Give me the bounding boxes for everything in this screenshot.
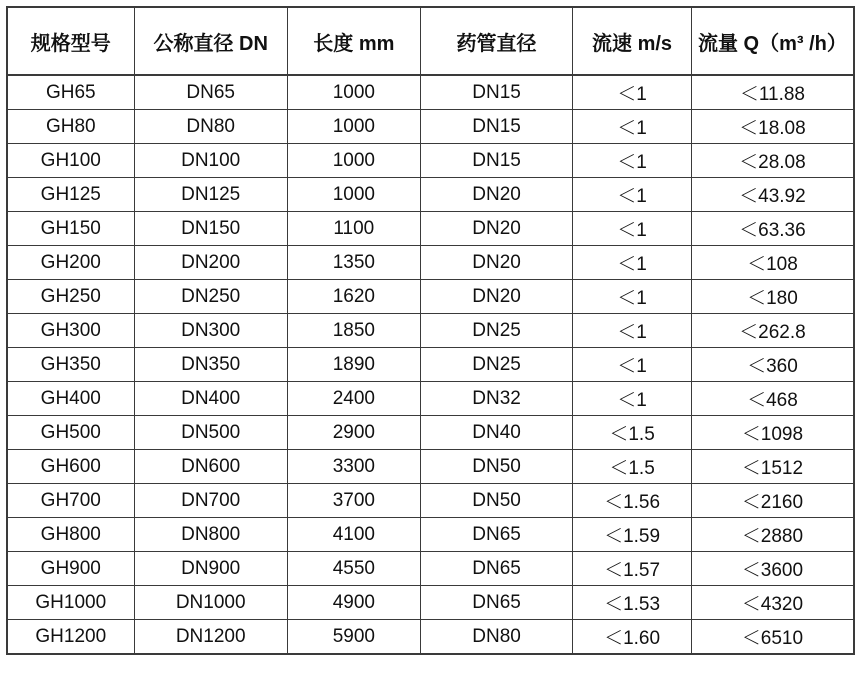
table-cell: ＜262.8 [691,314,854,348]
table-cell: ＜1 [573,178,692,212]
table-row [7,552,854,586]
table-cell: ＜1 [573,246,692,280]
table-cell: DN250 [134,280,287,314]
table-cell: ＜1.5 [573,416,692,450]
table-cell: ＜360 [691,348,854,382]
table-cell: DN65 [134,75,287,110]
table-cell: GH65 [7,75,134,110]
table-cell: ＜43.92 [691,178,854,212]
table-cell: DN900 [134,552,287,586]
table-cell: ＜18.08 [691,110,854,144]
table-cell: ＜4320 [691,586,854,620]
table-cell: DN65 [420,586,572,620]
table-row [7,314,854,348]
table-cell: DN50 [420,484,572,518]
table-cell: ＜1 [573,75,692,110]
table-cell: 1100 [287,212,420,246]
table-cell: ＜1.59 [573,518,692,552]
table-cell: GH250 [7,280,134,314]
table-cell: ＜1098 [691,416,854,450]
table-row [7,75,854,110]
table-cell: GH1200 [7,620,134,655]
table-cell: DN25 [420,314,572,348]
table-cell: DN65 [420,552,572,586]
table-row [7,518,854,552]
table-cell: 3300 [287,450,420,484]
table-cell: ＜1.53 [573,586,692,620]
table-cell: DN150 [134,212,287,246]
table-row [7,178,854,212]
table-cell: 1350 [287,246,420,280]
table-cell: DN125 [134,178,287,212]
header-cell-1: 公称直径 DN [134,7,287,75]
table-cell: DN40 [420,416,572,450]
table-cell: 2900 [287,416,420,450]
table-cell: DN1200 [134,620,287,655]
table-cell: ＜2160 [691,484,854,518]
spec-table-body [7,75,854,654]
table-cell: ＜1512 [691,450,854,484]
header-row [7,7,854,75]
table-cell: 4550 [287,552,420,586]
table-cell: 1620 [287,280,420,314]
table-cell: ＜11.88 [691,75,854,110]
table-cell: 4100 [287,518,420,552]
table-cell: DN50 [420,450,572,484]
table-cell: ＜1 [573,212,692,246]
table-cell: ＜1 [573,280,692,314]
table-row [7,348,854,382]
table-cell: DN200 [134,246,287,280]
table-cell: 5900 [287,620,420,655]
table-cell: GH350 [7,348,134,382]
table-cell: 1850 [287,314,420,348]
table-row [7,110,854,144]
table-cell: DN65 [420,518,572,552]
table-cell: GH300 [7,314,134,348]
table-cell: GH80 [7,110,134,144]
table-cell: GH600 [7,450,134,484]
table-cell: 1000 [287,178,420,212]
table-cell: DN20 [420,178,572,212]
table-cell: DN20 [420,212,572,246]
table-cell: ＜3600 [691,552,854,586]
table-cell: GH125 [7,178,134,212]
table-cell: 1000 [287,144,420,178]
table-cell: GH800 [7,518,134,552]
table-cell: GH900 [7,552,134,586]
table-row [7,586,854,620]
table-cell: ＜6510 [691,620,854,655]
table-cell: DN700 [134,484,287,518]
table-row [7,382,854,416]
header-cell-5: 流量 Q（m³ /h） [691,7,854,75]
table-cell: DN800 [134,518,287,552]
spec-table-header [7,7,854,75]
table-cell: DN80 [134,110,287,144]
table-row [7,484,854,518]
table-cell: DN25 [420,348,572,382]
table-cell: GH700 [7,484,134,518]
table-row [7,144,854,178]
table-cell: ＜1 [573,144,692,178]
table-cell: DN300 [134,314,287,348]
table-cell: DN32 [420,382,572,416]
table-cell: ＜1 [573,382,692,416]
table-cell: ＜28.08 [691,144,854,178]
table-cell: GH200 [7,246,134,280]
table-cell: ＜1 [573,348,692,382]
table-row [7,280,854,314]
table-cell: DN20 [420,280,572,314]
table-cell: 3700 [287,484,420,518]
table-cell: DN500 [134,416,287,450]
header-cell-2: 长度 mm [287,7,420,75]
table-row [7,212,854,246]
table-cell: DN15 [420,110,572,144]
table-cell: 4900 [287,586,420,620]
table-cell: ＜1 [573,314,692,348]
table-cell: DN15 [420,75,572,110]
table-cell: 2400 [287,382,420,416]
spec-table [6,6,855,655]
table-cell: 1890 [287,348,420,382]
table-cell: DN400 [134,382,287,416]
table-cell: DN600 [134,450,287,484]
table-cell: 1000 [287,75,420,110]
table-cell: GH150 [7,212,134,246]
table-cell: DN100 [134,144,287,178]
table-cell: ＜1.56 [573,484,692,518]
header-cell-0: 规格型号 [7,7,134,75]
table-cell: DN350 [134,348,287,382]
table-cell: ＜2880 [691,518,854,552]
table-cell: ＜1.60 [573,620,692,655]
table-cell: GH1000 [7,586,134,620]
table-row [7,450,854,484]
table-cell: ＜180 [691,280,854,314]
table-row [7,416,854,450]
table-cell: GH500 [7,416,134,450]
table-cell: ＜1 [573,110,692,144]
table-cell: ＜108 [691,246,854,280]
table-cell: GH400 [7,382,134,416]
table-cell: DN15 [420,144,572,178]
table-cell: DN1000 [134,586,287,620]
table-cell: DN80 [420,620,572,655]
header-cell-4: 流速 m/s [573,7,692,75]
table-cell: ＜1.5 [573,450,692,484]
table-row [7,620,854,655]
table-cell: ＜468 [691,382,854,416]
table-cell: ＜1.57 [573,552,692,586]
table-row [7,246,854,280]
table-cell: 1000 [287,110,420,144]
header-cell-3: 药管直径 [420,7,572,75]
table-cell: DN20 [420,246,572,280]
table-cell: GH100 [7,144,134,178]
table-cell: ＜63.36 [691,212,854,246]
